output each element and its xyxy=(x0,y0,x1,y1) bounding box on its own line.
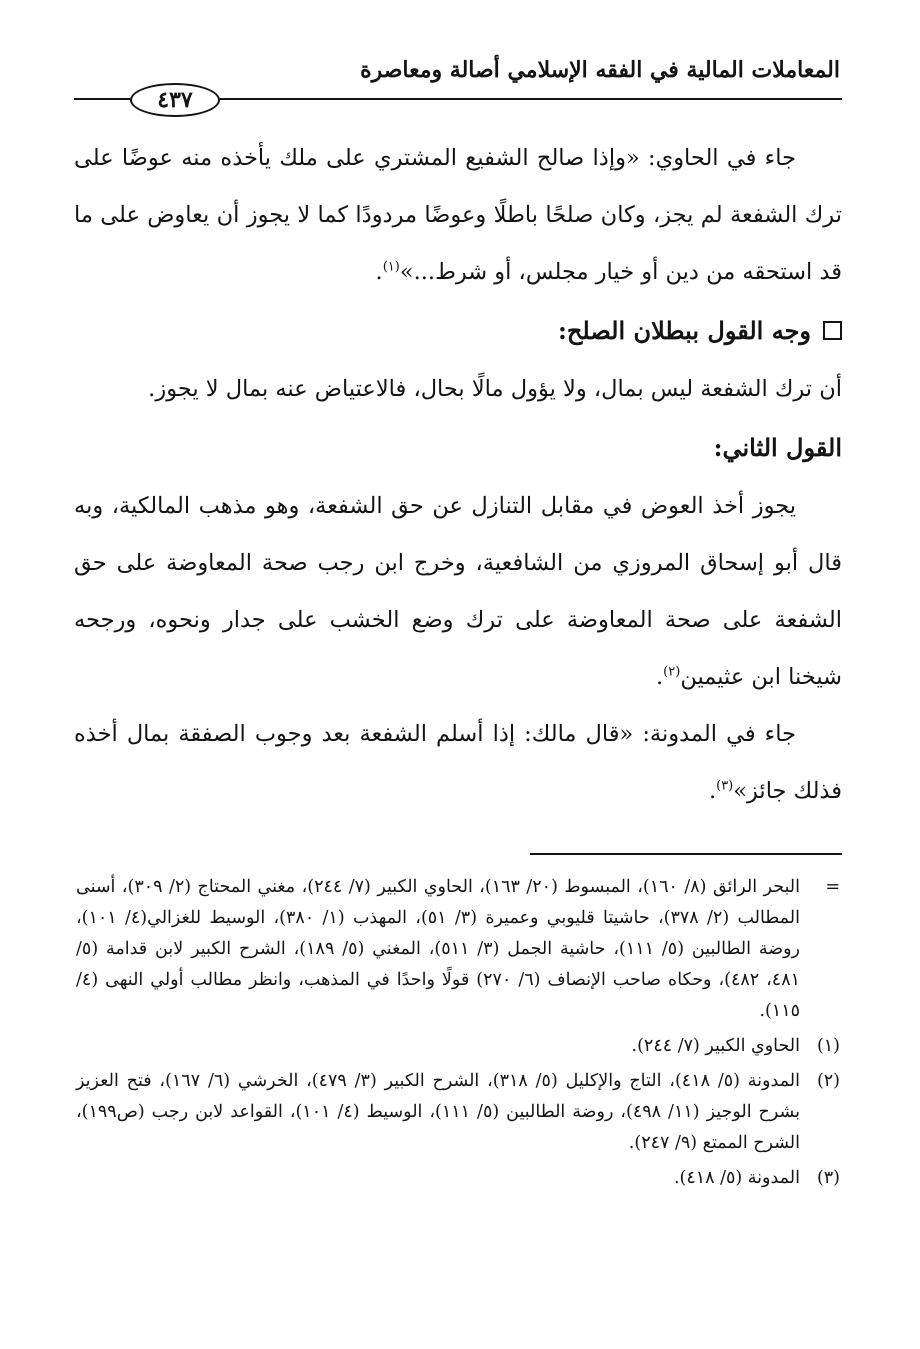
heading-text: وجه القول ببطلان الصلح: xyxy=(558,316,811,345)
main-text xyxy=(74,130,842,820)
paragraph-end: . xyxy=(708,778,717,804)
paragraph-text: يجوز أخذ العوض في مقابل التنازل عن حق الشفعة، وهو مذهب المالكية، وبه قال أبو إسحاق المروزي من الشافعية، وخرج ابن رجب صحة المعاوضة على حق الشفعة على صحة المعاوضة على ترك وضع الخشب على جدار ونحوه، ورجحه شيخنا ابن عثيمين xyxy=(74,493,842,690)
running-title: المعاملات المالية في الفقه الإسلامي أصالة ومعاصرة xyxy=(360,57,840,83)
footnote-continued xyxy=(76,872,842,1027)
paragraph-end: . xyxy=(375,259,383,285)
footnote-mark: (٢) xyxy=(816,1071,840,1091)
paragraph-reason: أن ترك الشفعة ليس بمال، ولا يؤول مالًا بحال، فالاعتياض عنه بمال لا يجوز. xyxy=(148,376,842,402)
paragraph-text: جاء في المدونة: «قال مالك: إذا أسلم الشفعة بعد وجوب الصفقة بمال أخذه فذلك جائز» xyxy=(74,721,842,804)
square-bullet-icon xyxy=(823,321,842,340)
paragraph-end: . xyxy=(656,664,664,690)
footnote-mark: (١) xyxy=(816,1036,840,1056)
footnote-mark: (٣) xyxy=(816,1168,840,1188)
paragraph-text: جاء في الحاوي: «وإذا صالح الشفيع المشتري على ملك يأخذه منه عوضًا على ترك الشفعة لم يجز، وكان صلحًا باطلًا وعوضًا مردودًا كما لا يجوز أن يعاوض على ما قد استحقه من دين أو خيار مجلس، أو شرط...» xyxy=(74,145,842,285)
footnote-2 xyxy=(76,1066,842,1159)
footnote-ref-1: (١) xyxy=(382,259,400,275)
footnote-text: البحر الرائق (٨/ ١٦٠)، المبسوط (٢٠/ ١٦٣)، الحاوي الكبير (٧/ ٢٤٤)، مغني المحتاج (٢/ ٣٠٩)، أسنى المطالب (٢/ ٣٧٨)، حاشيتا قليوبي وعميرة (٣/ ٥١)، المهذب (١/ ٣٨٠)، الوسيط للغزالي(٤/ ١٠١)، روضة الطالبين (٥/ ١١١)، حاشية الجمل (٣/ ٥١١)، المغني (٥/ ١٨٩)، الشرح الكبير لابن قدامة (٥/ ٤٨١، ٤٨٢)، وحكاه صاحب الإنصاف (٦/ ٢٧٠) قولًا واحدًا في المذهب، وانظر مطالب أولي النهى (٤/ ١١٥). xyxy=(76,877,800,1021)
footnote-1 xyxy=(76,1031,842,1062)
footnote-text: المدونة (٥/ ٤١٨)، التاج والإكليل (٥/ ٣١٨)، الشرح الكبير (٣/ ٤٧٩)، الخرشي (٦/ ١٦٧)، فتح العزيز بشرح الوجيز (١١/ ٤٩٨)، روضة الطالبين (٥/ ١١١)، الوسيط (٤/ ١٠١)، القواعد لابن رجب (ص١٩٩)، الشرح الممتع (٩/ ٢٤٧). xyxy=(76,1071,800,1153)
footnote-3 xyxy=(76,1163,842,1194)
footnote-text: المدونة (٥/ ٤١٨). xyxy=(673,1168,800,1188)
paragraph-mudawwana-quote xyxy=(74,706,842,820)
footnote-separator xyxy=(530,853,842,855)
section-heading-invalidity xyxy=(74,301,842,361)
paragraph-second-opinion xyxy=(74,478,842,706)
page-number-badge: ٤٣٧ xyxy=(130,83,220,117)
paragraph-hawi-quote xyxy=(74,130,842,301)
footnotes xyxy=(76,872,842,1198)
footnote-ref-3: (٣) xyxy=(716,778,734,794)
footnote-mark: = xyxy=(825,877,840,897)
footnote-text: الحاوي الكبير (٧/ ٢٤٤). xyxy=(631,1036,800,1056)
section-heading-second-opinion: القول الثاني: xyxy=(713,433,842,462)
footnote-ref-2: (٢) xyxy=(663,664,681,680)
